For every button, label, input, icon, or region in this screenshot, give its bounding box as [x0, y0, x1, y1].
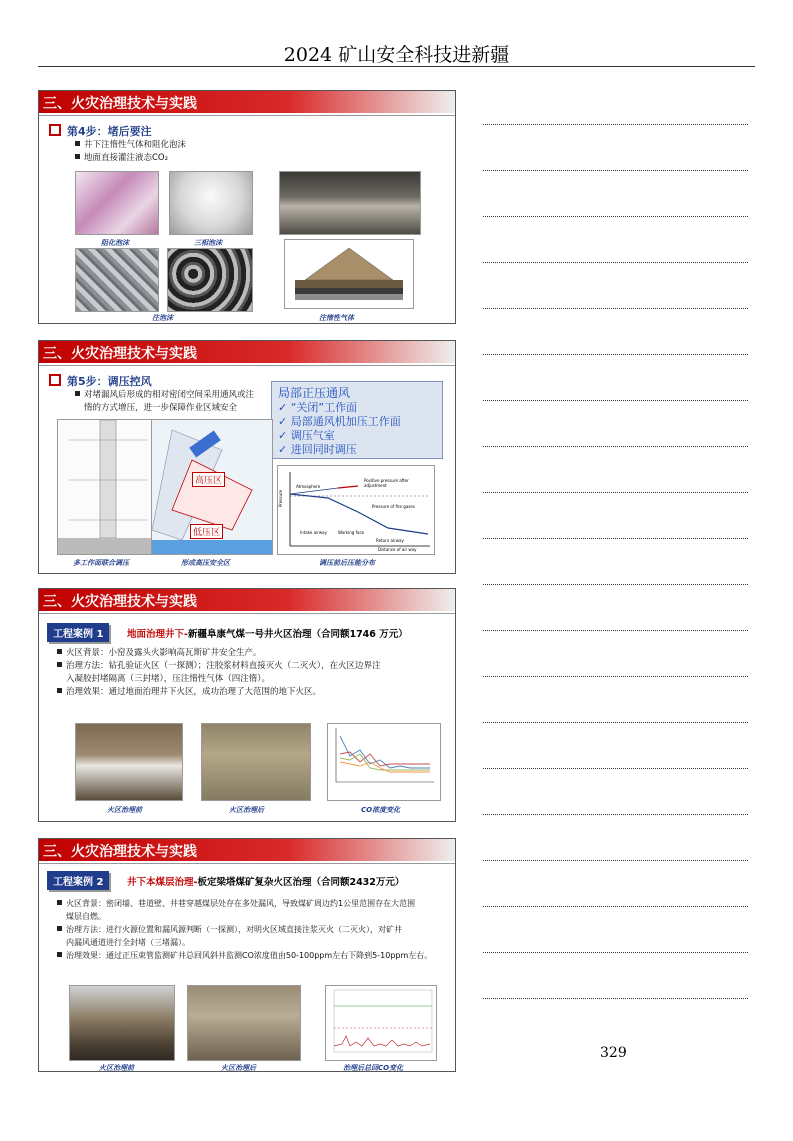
photo-fire-after	[187, 985, 301, 1061]
chart-working-label: Working face	[338, 530, 365, 535]
header-rule	[38, 66, 755, 67]
box-item: ✓ 进回同时调压	[278, 443, 357, 456]
case-badge: 工程案例 1	[47, 623, 109, 642]
bullet-list	[75, 139, 186, 165]
bullet-item: 治理方法：钻孔验证火区（一探测）；注胶浆材料直接灭火（二灭火），在火区边界注	[57, 660, 381, 673]
step-heading: 第4步：堵后要注	[49, 123, 152, 139]
pressure-chart	[277, 465, 435, 555]
slide-title: 三、火灾治理技术与实践	[43, 594, 197, 610]
slide-title-bar	[39, 91, 455, 116]
bullet-item: 对堵漏风后形成的相对密闭空间采用通风或注	[75, 389, 254, 402]
note-line	[483, 952, 748, 953]
note-line	[483, 400, 748, 401]
note-line	[483, 814, 748, 815]
note-line	[483, 492, 748, 493]
bullet-item: 惰的方式增压，进一步保障作业区域安全	[84, 403, 238, 413]
note-line	[483, 722, 748, 723]
photo-caption: 火区治理后	[221, 1064, 256, 1072]
note-line	[483, 170, 748, 171]
slide-2	[38, 340, 456, 574]
note-line	[483, 584, 748, 585]
bullet-list	[57, 897, 432, 962]
slide-1	[38, 90, 456, 324]
slide-4	[38, 838, 456, 1072]
photo-caption: 火区治理前	[107, 806, 142, 814]
slide-title: 三、火灾治理技术与实践	[43, 844, 197, 860]
diagram-caption: 多工作面联合调压	[73, 559, 129, 567]
page-number: 329	[600, 1045, 627, 1061]
bullet-item: 煤层自燃。	[66, 912, 106, 921]
chart-positive-label: Positive pressure after adjustment	[364, 478, 409, 488]
photo-inert-gas-equipment	[279, 171, 421, 235]
bullet-list	[57, 647, 381, 699]
high-pressure-label: 高压区	[192, 472, 225, 487]
diagram-high-pressure-zone	[151, 419, 273, 555]
chart-atm-label: Atmosphere	[296, 484, 321, 489]
bullet-item: 内漏风通道进行全封堵（三堵漏）。	[66, 938, 190, 947]
chart-return-label: Return airway	[376, 538, 404, 543]
note-line	[483, 216, 748, 217]
bullet-item: 火区背景：小窑及露头火影响高瓦斯矿井安全生产。	[57, 647, 381, 660]
case-title: 井下本煤层治理-板定梁塔煤矿复杂火区治理（合同额2432万元）	[127, 877, 405, 888]
photo-fire-after	[201, 723, 311, 801]
photo-foam-rock	[75, 248, 159, 312]
note-line	[483, 676, 748, 677]
note-line	[483, 124, 748, 125]
step-heading: 第5步：调压控风	[49, 373, 152, 389]
photo-fire-before	[69, 985, 175, 1061]
slide-title-bar	[39, 341, 455, 366]
low-pressure-label: 低压区	[190, 524, 223, 539]
co-chart-svg	[328, 724, 440, 800]
slide-3	[38, 588, 456, 822]
inert-gas-diagram-svg	[285, 240, 413, 308]
photo-foam-pink	[75, 171, 159, 235]
photo-caption: 火区治理前	[99, 1064, 134, 1072]
slide-title: 三、火灾治理技术与实践	[43, 96, 197, 112]
bullet-item: 入凝胶封堵隔离（三封堵），压注惰性气体（四注惰）。	[66, 674, 271, 684]
bullet-list	[75, 389, 254, 415]
case-badge: 工程案例 2	[47, 871, 109, 890]
co-concentration-chart	[327, 723, 441, 801]
bullet-item: 地面直接灌注液态CO₂	[75, 152, 186, 165]
box-item: ✓ “关闭”工作面	[278, 401, 358, 414]
diagram-multi-face	[57, 419, 159, 555]
note-line	[483, 860, 748, 861]
note-line	[483, 446, 748, 447]
diagram-caption: 形成高压安全区	[181, 559, 230, 567]
bullet-item: 火区背景：密闭墙、巷道壁、井巷穿越煤层处存在多处漏风，导致煤矿周边约1公里范围存在大范围	[57, 897, 432, 910]
bullet-item: 治理效果：通过正压束管监测矿井总回风斜井监测CO浓度值由50-100ppm左右下降到5-10ppm左右。	[57, 949, 432, 962]
slide-title-bar	[39, 839, 455, 864]
chart-intake-label: Intake airway	[300, 530, 327, 535]
multi-face-svg	[58, 420, 158, 554]
co-monitoring-chart	[325, 985, 437, 1061]
chart-xlabel: Distance of air way	[378, 547, 417, 552]
photo-caption: 阻化泡沫	[101, 239, 129, 247]
slide-title: 三、火灾治理技术与实践	[43, 346, 197, 362]
diagram-inert-gas	[284, 239, 414, 309]
chart-ylabel: Pressure	[278, 489, 284, 508]
note-line	[483, 768, 748, 769]
box-item: ✓ 局部通风机加压工作面	[278, 415, 401, 428]
note-line	[483, 354, 748, 355]
note-line	[483, 538, 748, 539]
slide-title-bar	[39, 589, 455, 614]
case-title: 地面治理井下-新疆阜康气煤一号井火区治理（合同额1746 万元）	[127, 629, 408, 640]
box-item: ✓ 调压气室	[278, 429, 335, 442]
photo-fire-before	[75, 723, 183, 801]
diagram-caption: 调压前后压能分布	[319, 559, 375, 567]
photo-foam-cup	[169, 171, 253, 235]
chart-fire-label: Pressure of fire gases	[372, 504, 415, 509]
co-monitor-svg	[326, 986, 436, 1060]
box-heading: 局部正压通风	[278, 386, 351, 400]
photo-caption: 三相泡沫	[194, 239, 222, 247]
photo-foam-dark	[167, 248, 253, 312]
photo-caption: 治理后总回CO变化	[343, 1064, 404, 1072]
note-line	[483, 630, 748, 631]
note-line	[483, 998, 748, 999]
note-line	[483, 308, 748, 309]
photo-caption: 注惰性气体	[319, 314, 354, 322]
photo-caption: 火区治理后	[229, 806, 264, 814]
positive-pressure-box	[271, 381, 443, 459]
note-line	[483, 906, 748, 907]
page-header-title: 2024 矿山安全科技进新疆	[283, 44, 510, 66]
bullet-item: 井下注惰性气体和阻化泡沫	[75, 139, 186, 152]
bullet-item: 治理方法：进行火源位置和漏风源判断（一探测），对明火区域直接注浆灭火（二灭火），对矿井	[57, 923, 432, 936]
bullet-item: 治理效果：通过地面治理井下火区，成功治理了大范围的地下火区。	[57, 686, 381, 699]
note-line	[483, 262, 748, 263]
photo-caption: 注泡沫	[152, 314, 173, 322]
photo-caption: CO浓度变化	[361, 806, 401, 814]
